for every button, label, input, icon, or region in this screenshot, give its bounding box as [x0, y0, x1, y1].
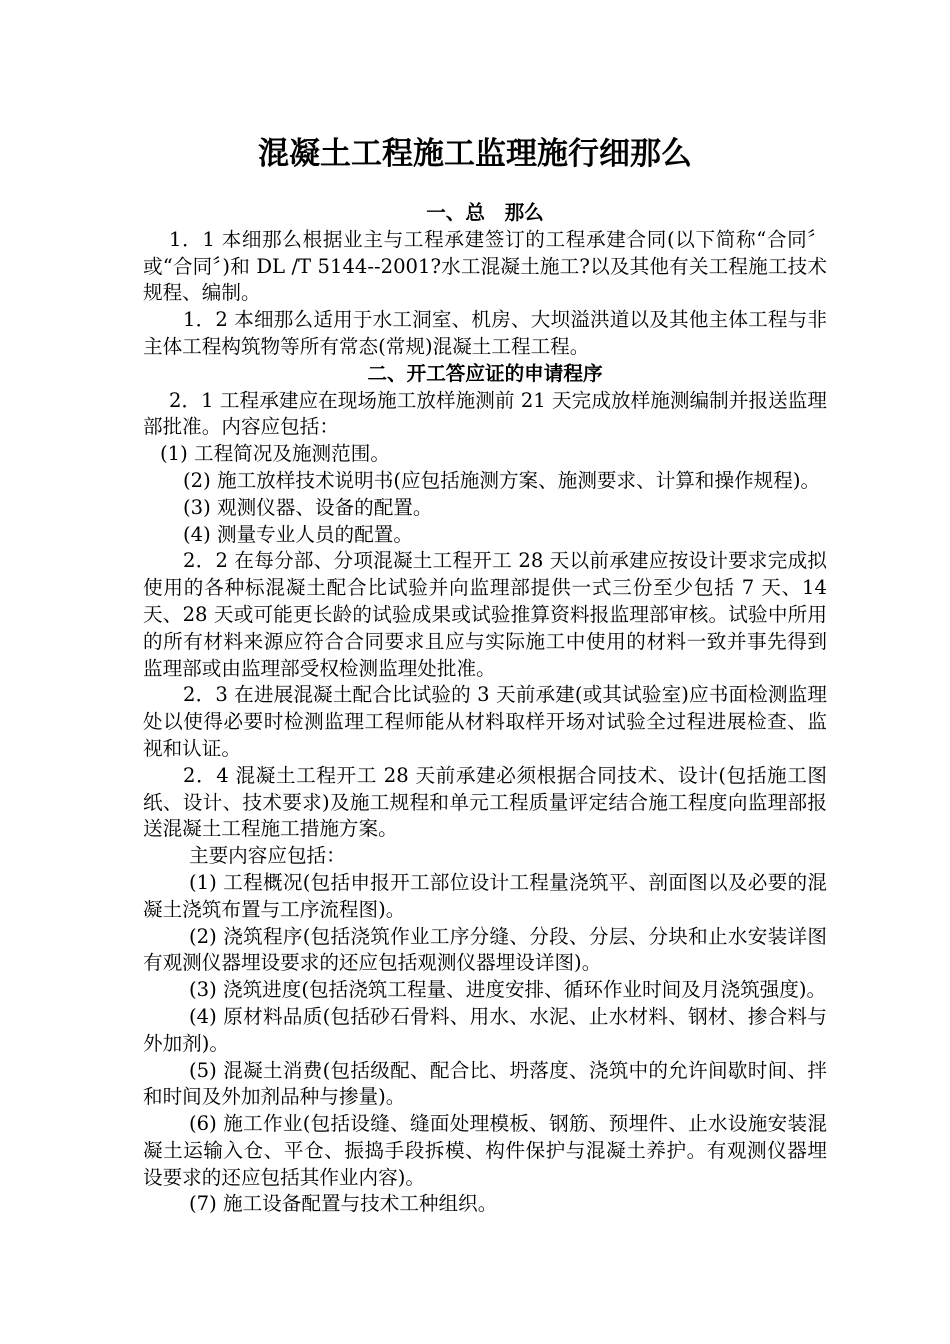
- document-title: 混凝土工程施工监理施行细那么: [258, 136, 692, 172]
- list-item: (1) 工程概况(包括申报开工部位设计工程量浇筑平、剖面图以及必要的混凝土浇筑布置与工序流程图)。: [143, 870, 827, 921]
- document-body: [143, 200, 827, 1218]
- paragraph-2-3: 2．3 在进展混凝土配合比试验的 3 天前承建(或其试验室)应书面检测监理处以使得必要时检测监理工程师能从材料取样开场对试验全过程进展检查、监视和认证。: [143, 683, 827, 760]
- paragraph-2-1: 2．1 工程承建应在现场施工放样施测前 21 天完成放样施测编制并报送监理部批准。内容应包括：: [143, 388, 827, 439]
- paragraph-1-1: 1．1 本细那么根据业主与工程承建签订的工程承建合同(以下简称“合同〞或“合同〞)和 DL /T 5144--2001?水工混凝土施工?以及其他有关工程施工技术规程、编制。: [143, 227, 827, 305]
- list-item: (4) 原材料品质(包括砂石骨料、用水、水泥、止水材料、钢材、掺合料与外加剂)。: [143, 1004, 827, 1055]
- list-item: (5) 混凝土消费(包括级配、配合比、坍落度、浇筑中的允许间歇时间、拌和时间及外加剂品种与掺量)。: [143, 1058, 827, 1109]
- list-item: (3) 观测仪器、设备的配置。: [183, 495, 433, 519]
- list-item: (1) 工程简况及施测范围。: [160, 442, 390, 466]
- paragraph-2-4: 2．4 混凝土工程开工 28 天前承建必须根据合同技术、设计(包括施工图纸、设计、技术要求)及施工规程和单元工程质量评定结合施工程度向监理部报送混凝土工程施工措施方案。: [143, 763, 827, 841]
- paragraph-2-2: 2．2 在每分部、分项混凝土工程开工 28 天以前承建应按设计要求完成拟使用的各种标混凝土配合比试验并向监理部提供一式三份至少包括 7 天、14 天、28 天或可能更长龄的试验成果或试验推算资料报监理部审核。试验中所用的所有材料来源应符合合同要求且应与实际施工中使用的材料一致并事先得到监理部或由监理部受权检测监理处批准。: [143, 549, 827, 680]
- list-item: (2) 浇筑程序(包括浇筑作业工序分缝、分段、分层、分块和止水安装详图有观测仪器埋设要求的还应包括观测仪器埋设详图)。: [143, 924, 827, 975]
- section-heading-general: 一、总 那么: [426, 201, 544, 224]
- list-item: (2) 施工放样技术说明书(应包括施测方案、施测要求、计算和操作规程)。: [183, 468, 821, 492]
- section-heading-permit: 二、开工答应证的申请程序: [367, 361, 603, 385]
- list-item: (4) 测量专业人员的配置。: [183, 522, 413, 546]
- paragraph-1-2: 1．2 本细那么适用于水工洞室、机房、大坝溢洪道以及其他主体工程与非主体工程构筑物等所有常态(常规)混凝土工程工程。: [143, 308, 827, 358]
- paragraph-main-content: 主要内容应包括：: [189, 844, 346, 868]
- list-item: (7) 施工设备配置与技术工种组织。: [189, 1192, 498, 1216]
- list-item: (3) 浇筑进度(包括浇筑工程量、进度安排、循环作业时间及月浇筑强度)。: [189, 978, 827, 1002]
- list-item: (6) 施工作业(包括设缝、缝面处理模板、钢筋、预埋件、止水设施安装混凝土运输入仓、平仓、振捣手段拆模、构件保护与混凝土养护。有观测仪器埋设要求的还应包括其作业内容)。: [143, 1112, 827, 1189]
